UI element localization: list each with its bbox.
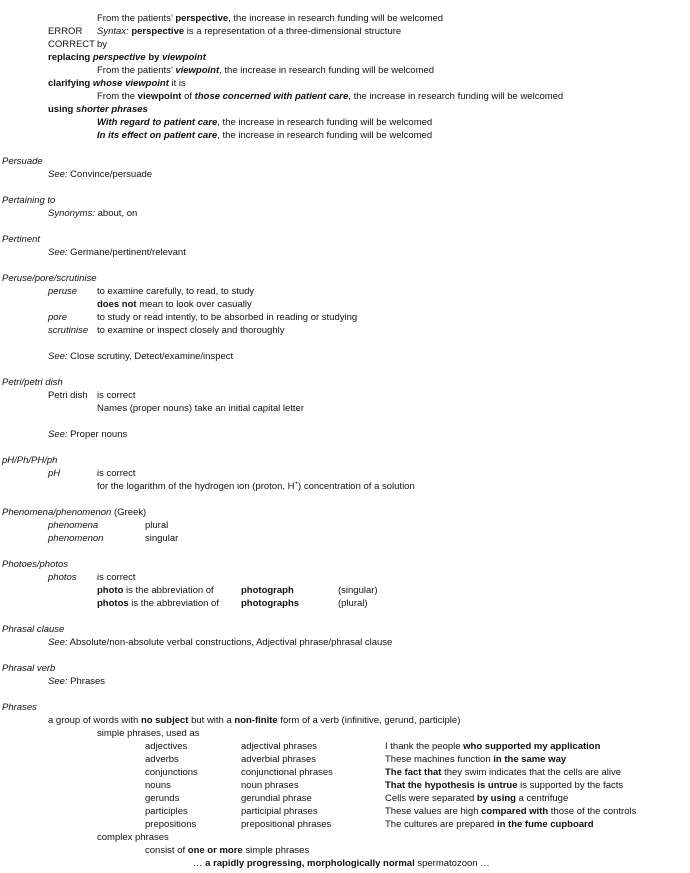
def-phenomenon: singular — [145, 533, 179, 544]
def-pore: to study or read intently, to be absorbed in reading or studying — [97, 312, 358, 323]
example-perspective: From the patients’ perspective, the increase in research funding will be welcomed — [97, 13, 444, 24]
entry-heading-phrases: Phrases — [2, 702, 37, 713]
phrase-type: noun phrases — [241, 780, 299, 791]
phrase-use: prepositions — [145, 819, 197, 830]
correct-petri: is correct — [97, 390, 136, 401]
full-photograph: photograph — [241, 585, 294, 596]
full-photographs: photographs — [241, 598, 300, 609]
phrase-example: The fact that they swim indicates that the cells are alive — [385, 767, 622, 778]
term-petri: Petri dish — [48, 390, 88, 401]
entry-heading-ph: pH/Ph/PH/ph — [2, 455, 58, 466]
using-heading: using shorter phrases — [48, 104, 148, 115]
def-phenomena: plural — [145, 520, 169, 531]
term-scrutinise: scrutinise — [48, 325, 89, 336]
entry-heading-pertaining: Pertaining to — [2, 195, 56, 206]
phrase-example: I thank the people who supported my application — [385, 741, 601, 752]
see-peruse: See: Close scrutiny, Detect/examine/inspect — [48, 351, 234, 362]
correct-by: by — [97, 39, 108, 50]
phrase-example: The cultures are prepared in the fume cupboard — [385, 819, 594, 830]
abbr-photo: photo is the abbreviation of — [97, 585, 214, 596]
entry-heading-pertinent: Pertinent — [2, 234, 41, 245]
phrase-use: participles — [145, 806, 188, 817]
term-ph: pH — [48, 468, 61, 479]
entry-heading-persuade: Persuade — [2, 156, 43, 167]
clarifying-heading: clarifying whose viewpoint it is — [48, 78, 186, 89]
simple-phrases-label: simple phrases, used as — [97, 728, 200, 739]
phrase-use: nouns — [145, 780, 171, 791]
def-scrutinise: to examine or inspect closely and thoroughly — [97, 325, 285, 336]
see-phrasal-clause: See: Absolute/non-absolute verbal constructions, Adjectival phrase/phrasal clause — [48, 637, 393, 648]
phrase-use: adverbs — [145, 754, 179, 765]
phrase-type: gerundial phrase — [241, 793, 312, 804]
note-petri: Names (proper nouns) take an initial capital letter — [97, 403, 304, 414]
number-singular: (singular) — [338, 585, 378, 596]
phrase-example: These machines function in the same way — [385, 754, 567, 765]
example-regard: With regard to patient care, the increase in research funding will be welcomed — [97, 117, 433, 128]
entry-heading-phenomena: Phenomena/phenomenon (Greek) — [2, 507, 147, 518]
phrase-type: adjectival phrases — [241, 741, 318, 752]
note-peruse: does not mean to look over casually — [97, 299, 252, 310]
number-plural: (plural) — [338, 598, 368, 609]
synonyms-pertaining: Synonyms: about, on — [48, 208, 138, 219]
entry-heading-phrasal-verb: Phrasal verb — [2, 663, 56, 674]
correct-label: CORRECT — [48, 39, 95, 50]
example-viewpoint: From the patients’ viewpoint, the increase in research funding will be welcomed — [97, 65, 435, 76]
term-photos: photos — [48, 572, 77, 583]
def-peruse: to examine carefully, to read, to study — [97, 286, 255, 297]
example-effect: In its effect on patient care, the increase in research funding will be welcomed — [97, 130, 433, 141]
see-petri: See: Proper nouns — [48, 429, 128, 440]
entry-heading-phrasal-clause: Phrasal clause — [2, 624, 65, 635]
phrase-type: adverbial phrases — [241, 754, 316, 765]
phrase-use: conjunctions — [145, 767, 198, 778]
replacing-heading: replacing perspective by viewpoint — [48, 52, 206, 63]
entry-heading-peruse: Peruse/pore/scrutinise — [2, 273, 97, 284]
entry-heading-photoes: Photoes/photos — [2, 559, 69, 570]
error-text: Syntax: perspective is a representation of a three-dimensional structure — [97, 26, 402, 37]
error-label: ERROR — [48, 26, 83, 37]
complex-consist: consist of one or more simple phrases — [145, 845, 310, 856]
example-viewpoint-of: From the viewpoint of those concerned with patient care, the increase in research funding will be welcomed — [97, 91, 564, 102]
abbr-photos: photos is the abbreviation of — [97, 598, 219, 609]
complex-example: … a rapidly progressing, morphologically normal spermatozoon … — [193, 858, 490, 869]
see-pertinent: See: Germane/pertinent/relevant — [48, 247, 186, 258]
term-pore: pore — [48, 312, 68, 323]
see-persuade: See: Convince/persuade — [48, 169, 153, 180]
phrase-type: participial phrases — [241, 806, 318, 817]
correct-ph: is correct — [97, 468, 136, 479]
term-phenomenon: phenomenon — [48, 533, 104, 544]
phrase-example: That the hypothesis is untrue is supported by the facts — [385, 780, 624, 791]
correct-photos: is correct — [97, 572, 136, 583]
entry-heading-petri: Petri/petri dish — [2, 377, 63, 388]
phrase-example: These values are high compared with those of the controls — [385, 806, 637, 817]
term-peruse: peruse — [48, 286, 78, 297]
see-phrasal-verb: See: Phrases — [48, 676, 106, 687]
term-phenomena: phenomena — [48, 520, 99, 531]
complex-phrases-label: complex phrases — [97, 832, 169, 843]
phrase-type: prepositional phrases — [241, 819, 332, 830]
phrase-use: adjectives — [145, 741, 188, 752]
phrases-definition: a group of words with no subject but with a non-finite form of a verb (infinitive, gerund, participle) — [48, 715, 461, 726]
phrase-type: conjunctional phrases — [241, 767, 333, 778]
def-ph: for the logarithm of the hydrogen ion (proton, H+) concentration of a solution — [97, 480, 415, 492]
phrase-example: Cells were separated by using a centrifuge — [385, 793, 569, 804]
phrase-use: gerunds — [145, 793, 180, 804]
